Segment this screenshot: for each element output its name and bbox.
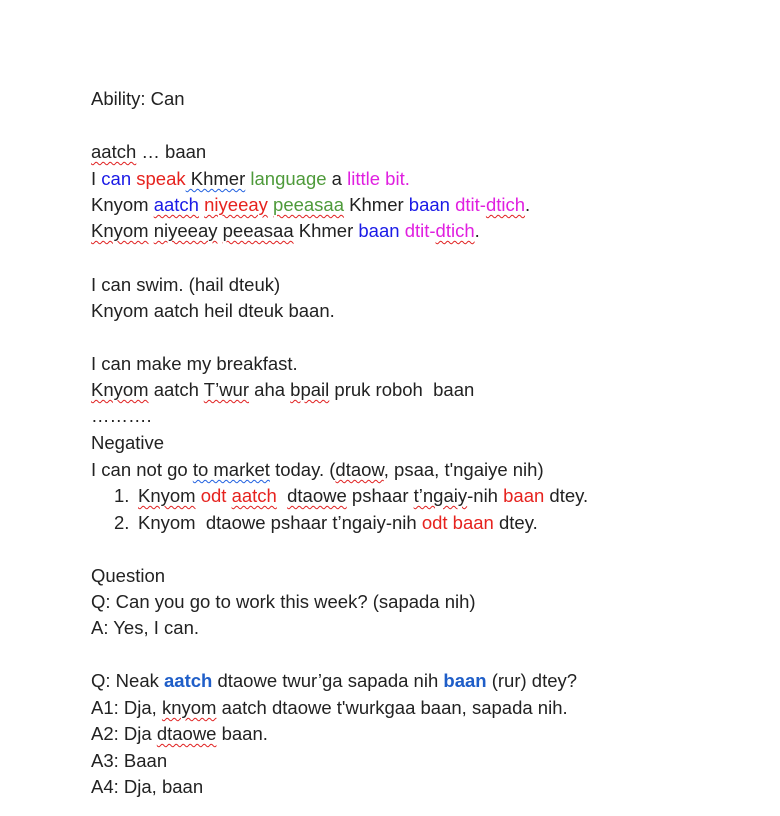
- negative-heading: Negative: [91, 432, 165, 453]
- heading-ability: Ability: Can: [91, 88, 185, 109]
- example-khmer-1: Knyom aatch niyeeay peeasaa Khmer baan dtit-dtich.: [91, 194, 531, 215]
- negative-item-1: 1. Knyom odt aatch dtaowe pshaar t’ngaiy-nih baan dtey.: [114, 485, 589, 506]
- answer-a1: A1: Dja, knyom aatch dtaowe t'wurkgaa baan, sapada nih.: [91, 697, 568, 718]
- ellipsis-dots: ……….: [91, 405, 152, 426]
- breakfast-english: I can make my breakfast.: [91, 353, 298, 374]
- answer-a3: A3: Baan: [91, 750, 168, 771]
- question-a: A: Yes, I can.: [91, 617, 199, 638]
- question-q2: Q: Neak aatch dtaowe twur’ga sapada nih baan (rur) dtey?: [91, 670, 578, 691]
- answer-a2: A2: Dja dtaowe baan.: [91, 723, 268, 744]
- swim-khmer: Knyom aatch heil dteuk baan.: [91, 300, 335, 321]
- question-q: Q: Can you go to work this week? (sapada nih): [91, 591, 476, 612]
- question-heading: Question: [91, 565, 166, 586]
- example-khmer-2: Knyom niyeeay peeasaa Khmer baan dtit-dtich.: [91, 220, 480, 241]
- breakfast-khmer: Knyom aatch T’wur aha bpail pruk roboh baan: [91, 379, 475, 400]
- negative-english: I can not go to market today. (dtaow, psaa, t'ngaiye nih): [91, 459, 544, 480]
- negative-item-2: 2. Knyom dtaowe pshaar t’ngaiy-nih odt baan dtey.: [114, 512, 538, 533]
- pattern-line: aatch … baan: [91, 141, 207, 162]
- answer-a4: A4: Dja, baan: [91, 776, 204, 797]
- example-english: I can speak Khmer language a little bit.: [91, 168, 410, 189]
- swim-english: I can swim. (hail dteuk): [91, 274, 281, 295]
